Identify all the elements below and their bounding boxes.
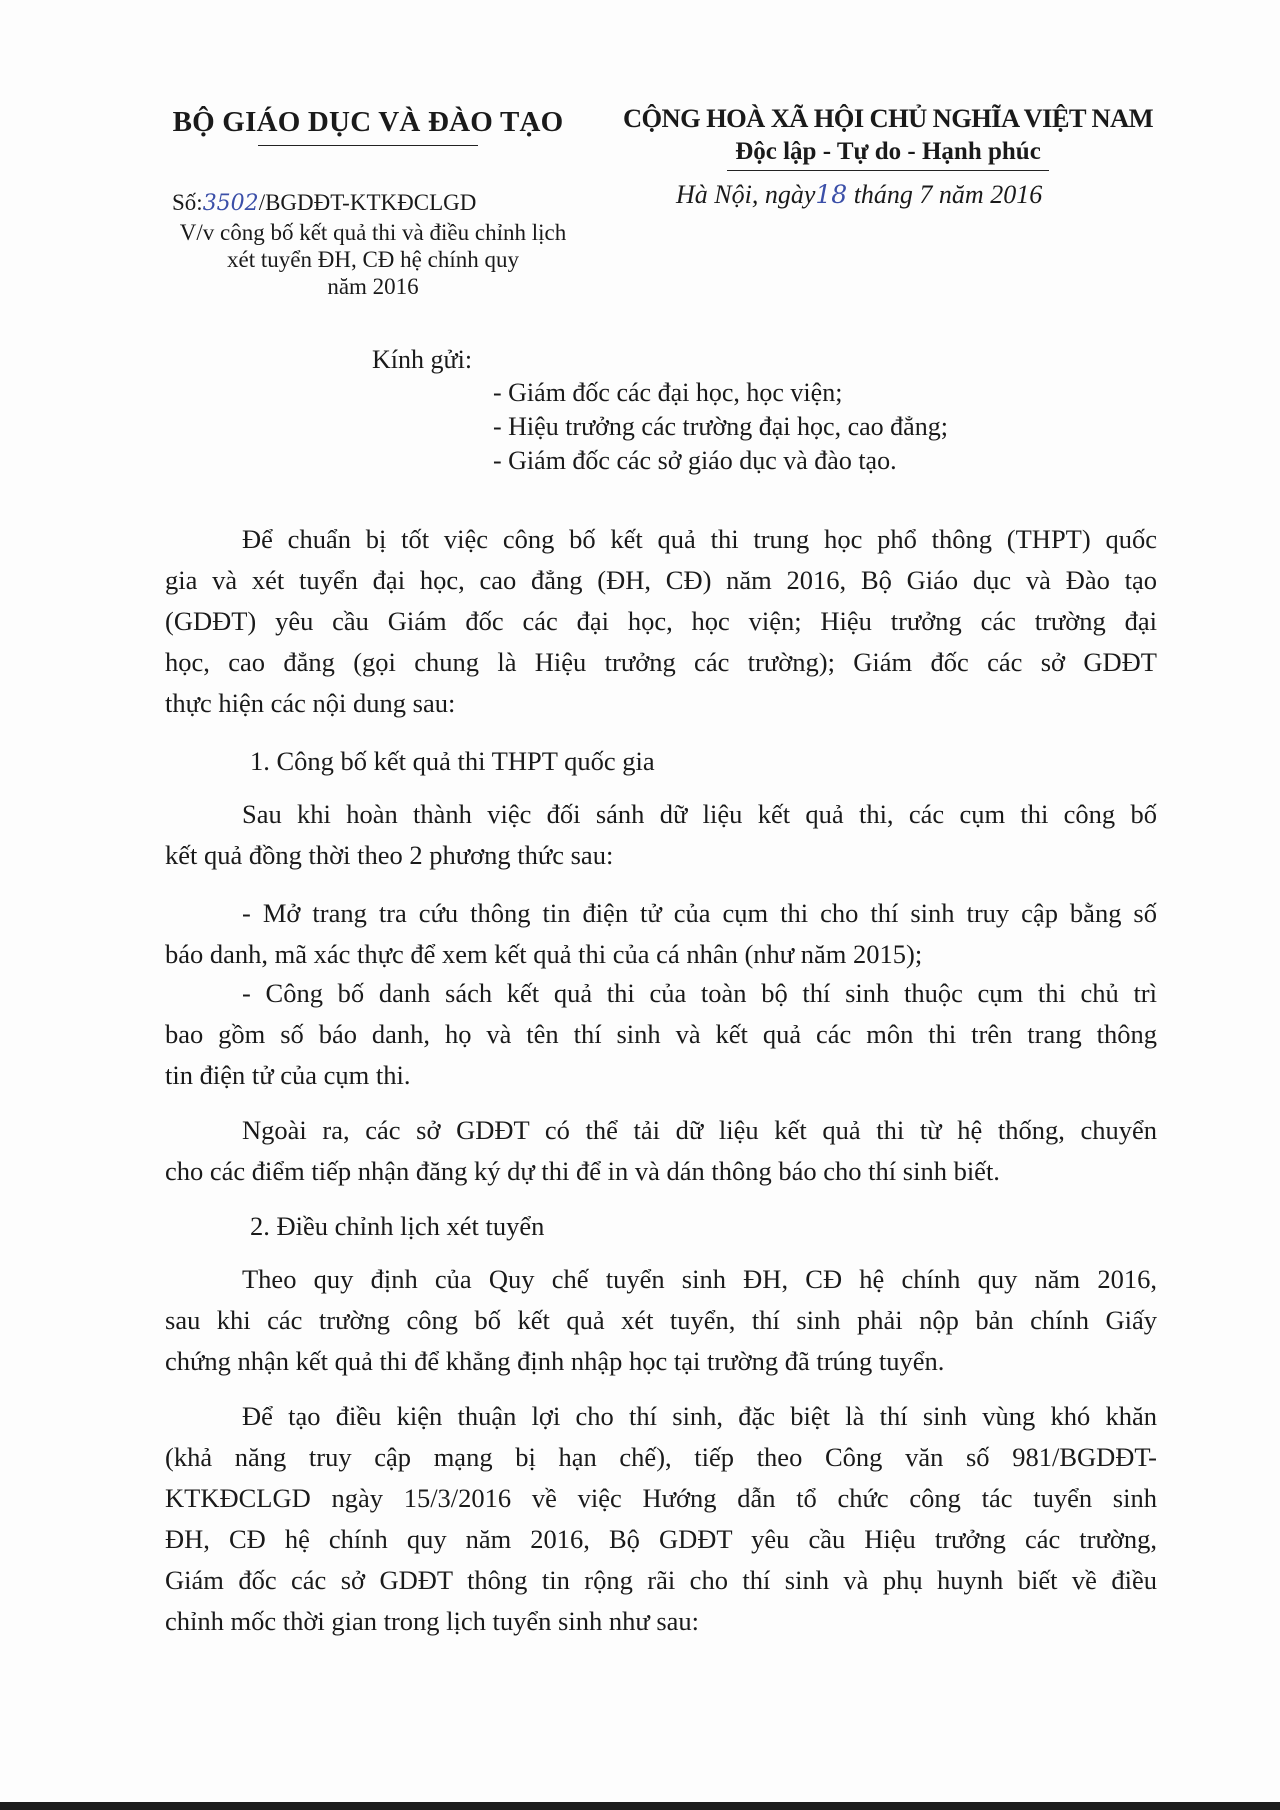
text-line: ĐH, CĐ hệ chính quy năm 2016, Bộ GDĐT yêu cầu Hiệu trưởng các trường, xyxy=(165,1524,1157,1554)
national-motto: Độc lập - Tự do - Hạnh phúc xyxy=(735,138,1041,165)
section-2-heading: 2. Điều chỉnh lịch xét tuyển xyxy=(250,1211,545,1241)
national-header xyxy=(612,103,1164,171)
recipient-list xyxy=(493,376,948,478)
ref-suffix: /BGDĐT-KTKĐCLGD xyxy=(258,190,477,215)
text-line: sau khi các trường công bố kết quả xét tuyển, thí sinh phải nộp bản chính Giấy xyxy=(165,1305,1157,1335)
date-line xyxy=(676,180,1042,210)
date-day-handwritten: 18 xyxy=(815,180,848,209)
text-line: học, cao đẳng (gọi chung là Hiệu trưởng các trường); Giám đốc các sở GDĐT xyxy=(165,647,1157,677)
text-line: chứng nhận kết quả thi để khẳng định nhập học tại trường đã trúng tuyển. xyxy=(165,1346,945,1376)
text-line: chỉnh mốc thời gian trong lịch tuyển sinh như sau: xyxy=(165,1606,700,1636)
text-line: Giám đốc các sở GDĐT thông tin rộng rãi cho thí sinh và phụ huynh biết về điều xyxy=(165,1565,1157,1595)
subject-line: xét tuyển ĐH, CĐ hệ chính quy xyxy=(227,247,519,272)
ref-prefix: Số: xyxy=(172,190,203,215)
text-line: thực hiện các nội dung sau: xyxy=(165,688,456,718)
text-line: Ngoài ra, các sở GDĐT có thể tải dữ liệu kết quả thi từ hệ thống, chuyển xyxy=(242,1115,1157,1145)
text-line: Để tạo điều kiện thuận lợi cho thí sinh, đặc biệt là thí sinh vùng khó khăn xyxy=(242,1401,1157,1431)
motto-underline xyxy=(727,170,1049,171)
text-line: Sau khi hoàn thành việc đối sánh dữ liệu kết quả thi, các cụm thi công bố xyxy=(242,799,1157,829)
subject-block xyxy=(148,219,598,300)
text-line: kết quả đồng thời theo 2 phương thức sau: xyxy=(165,840,614,870)
republic-title: CỘNG HOÀ XÃ HỘI CHỦ NGHĨA VIỆT NAM xyxy=(622,103,1154,133)
text-line: cho các điểm tiếp nhận đăng ký dự thi để in và dán thông báo cho thí sinh biết. xyxy=(165,1156,1000,1186)
recipient-item: - Hiệu trưởng các trường đại học, cao đẳng; xyxy=(493,412,948,441)
greeting: Kính gửi: xyxy=(372,345,473,374)
date-suffix: tháng 7 năm 2016 xyxy=(847,180,1043,209)
ministry-name: BỘ GIÁO DỤC VÀ ĐÀO TẠO xyxy=(172,106,564,138)
text-line: (GDĐT) yêu cầu Giám đốc các đại học, học viện; Hiệu trưởng các trường đại xyxy=(165,606,1157,636)
scan-edge-bar xyxy=(0,1802,1280,1810)
section-2-paragraph-2 xyxy=(165,1396,1157,1642)
ref-number-handwritten: 3502 xyxy=(202,191,259,216)
date-prefix: Hà Nội, ngày xyxy=(676,180,816,209)
issuer-block xyxy=(148,106,588,146)
section-1-paragraph xyxy=(165,794,1157,876)
text-line: gia và xét tuyển đại học, cao đẳng (ĐH, CĐ) năm 2016, Bộ Giáo dục và Đào tạo xyxy=(165,565,1157,595)
section-1-bullet-1 xyxy=(165,893,1157,975)
section-1-heading: 1. Công bố kết quả thi THPT quốc gia xyxy=(250,746,655,776)
ministry-underline xyxy=(258,145,478,146)
subject-line: V/v công bố kết quả thi và điều chỉnh lịch xyxy=(179,220,567,245)
recipient-item: - Giám đốc các đại học, học viện; xyxy=(493,378,843,407)
text-line: - Mở trang tra cứu thông tin điện tử của cụm thi cho thí sinh truy cập bằng số xyxy=(242,898,1157,928)
text-line: Để chuẩn bị tốt việc công bố kết quả thi trung học phổ thông (THPT) quốc xyxy=(242,524,1157,554)
text-line: báo danh, mã xác thực để xem kết quả thi của cá nhân (như năm 2015); xyxy=(165,939,923,969)
text-line: (khả năng truy cập mạng bị hạn chế), tiếp theo Công văn số 981/BGDĐT- xyxy=(165,1442,1157,1472)
recipient-item: - Giám đốc các sở giáo dục và đào tạo. xyxy=(493,446,897,475)
text-line: KTKĐCLGD ngày 15/3/2016 về việc Hướng dẫn tổ chức công tác tuyển sinh xyxy=(165,1483,1157,1513)
section-1-bullet-2 xyxy=(165,973,1157,1096)
text-line: bao gồm số báo danh, họ và tên thí sinh và kết quả các môn thi trên trang thông xyxy=(165,1019,1157,1049)
reference-number-line xyxy=(172,190,476,216)
section-2-paragraph-1 xyxy=(165,1259,1157,1382)
text-line: Theo quy định của Quy chế tuyển sinh ĐH, CĐ hệ chính quy năm 2016, xyxy=(242,1264,1157,1294)
section-1-note xyxy=(165,1110,1157,1192)
subject-line: năm 2016 xyxy=(327,274,419,299)
intro-paragraph xyxy=(165,519,1157,724)
text-line: tin điện tử của cụm thi. xyxy=(165,1060,411,1090)
text-line: - Công bố danh sách kết quả thi của toàn bộ thí sinh thuộc cụm thi chủ trì xyxy=(242,978,1157,1008)
